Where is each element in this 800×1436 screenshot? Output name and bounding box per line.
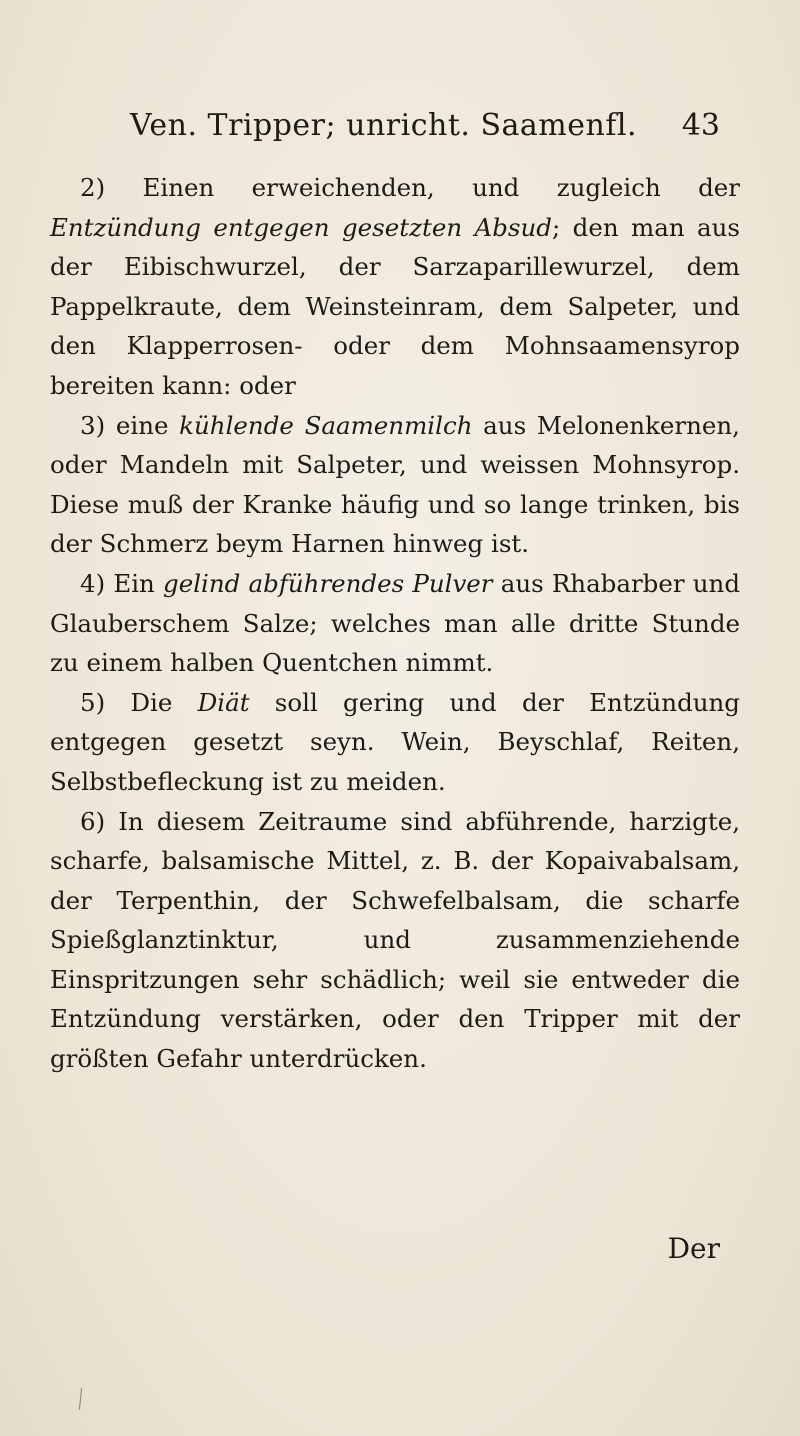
emphasized-text: gelind abführendes Pulver: [163, 568, 493, 598]
paragraph-3: [50, 406, 740, 564]
item-number: 5): [80, 687, 106, 717]
paragraph-2: [50, 168, 740, 406]
paragraph-4: [50, 564, 740, 683]
emphasized-text: Entzündung entgegen gesetzten Absud: [50, 212, 552, 242]
page-header: [130, 108, 720, 158]
emphasized-text: kühlende Saamenmilch: [179, 410, 473, 440]
paragraph-text: In diesem Zeitraume sind abführende, harzigte, scharfe, balsamische Mittel, z. B. der Kopaivabalsam, der Terpenthin, der Schwefelbalsam, die scharfe Spießglanztinktur, und zusammenziehende Einspritzungen sehr schädlich; weil sie entweder die Entzündung verstärken, oder den Tripper mit der größten Gefahr unterdrücken.: [50, 806, 740, 1074]
item-number: 2): [80, 173, 106, 202]
page-number: 43: [681, 108, 720, 143]
paragraph-5: [50, 683, 740, 802]
paragraph-text: Einen erweichenden, und zugleich der: [105, 173, 740, 202]
item-number: 4): [80, 568, 106, 598]
paragraph-text: eine: [105, 410, 180, 440]
paragraph-text: soll gering und der Entzündung entgegen gesetzt seyn. Wein, Beyschlaf, Reiten, Selbstbefleckung ist zu meiden.: [50, 687, 740, 796]
item-number: 6): [80, 806, 106, 836]
paragraph-text: ; den man aus der Eibischwurzel, der Sarzaparillewurzel, dem Pappelkraute, dem Weinsteinram, dem Salpeter, und den Klapperrosen- oder dem Mohnsaamensyrop bereiten kann: oder: [50, 212, 741, 400]
running-head: Ven. Tripper; unricht. Saamenfl.: [130, 108, 638, 143]
paragraph-text: aus Melonenkernen, oder Mandeln mit Salpeter, und weissen Mohnsyrop. Diese muß der Kranke häufig und so lange trinken, bis der Schmerz beym Harnen hinweg ist.: [50, 410, 740, 559]
item-number: 3): [80, 410, 106, 440]
paragraph-text: aus Rhabarber und Glauberschem Salze; welches man alle dritte Stunde zu einem halben Quentchen nimmt.: [50, 568, 741, 678]
body-text: [50, 168, 740, 1079]
emphasized-text: Diät: [197, 687, 250, 717]
margin-mark: [79, 1388, 86, 1410]
paragraph-text: Ein: [105, 568, 164, 598]
paragraph-text: Die: [105, 687, 198, 717]
paragraph-6: [50, 802, 740, 1079]
catchword: Der: [667, 1232, 720, 1265]
